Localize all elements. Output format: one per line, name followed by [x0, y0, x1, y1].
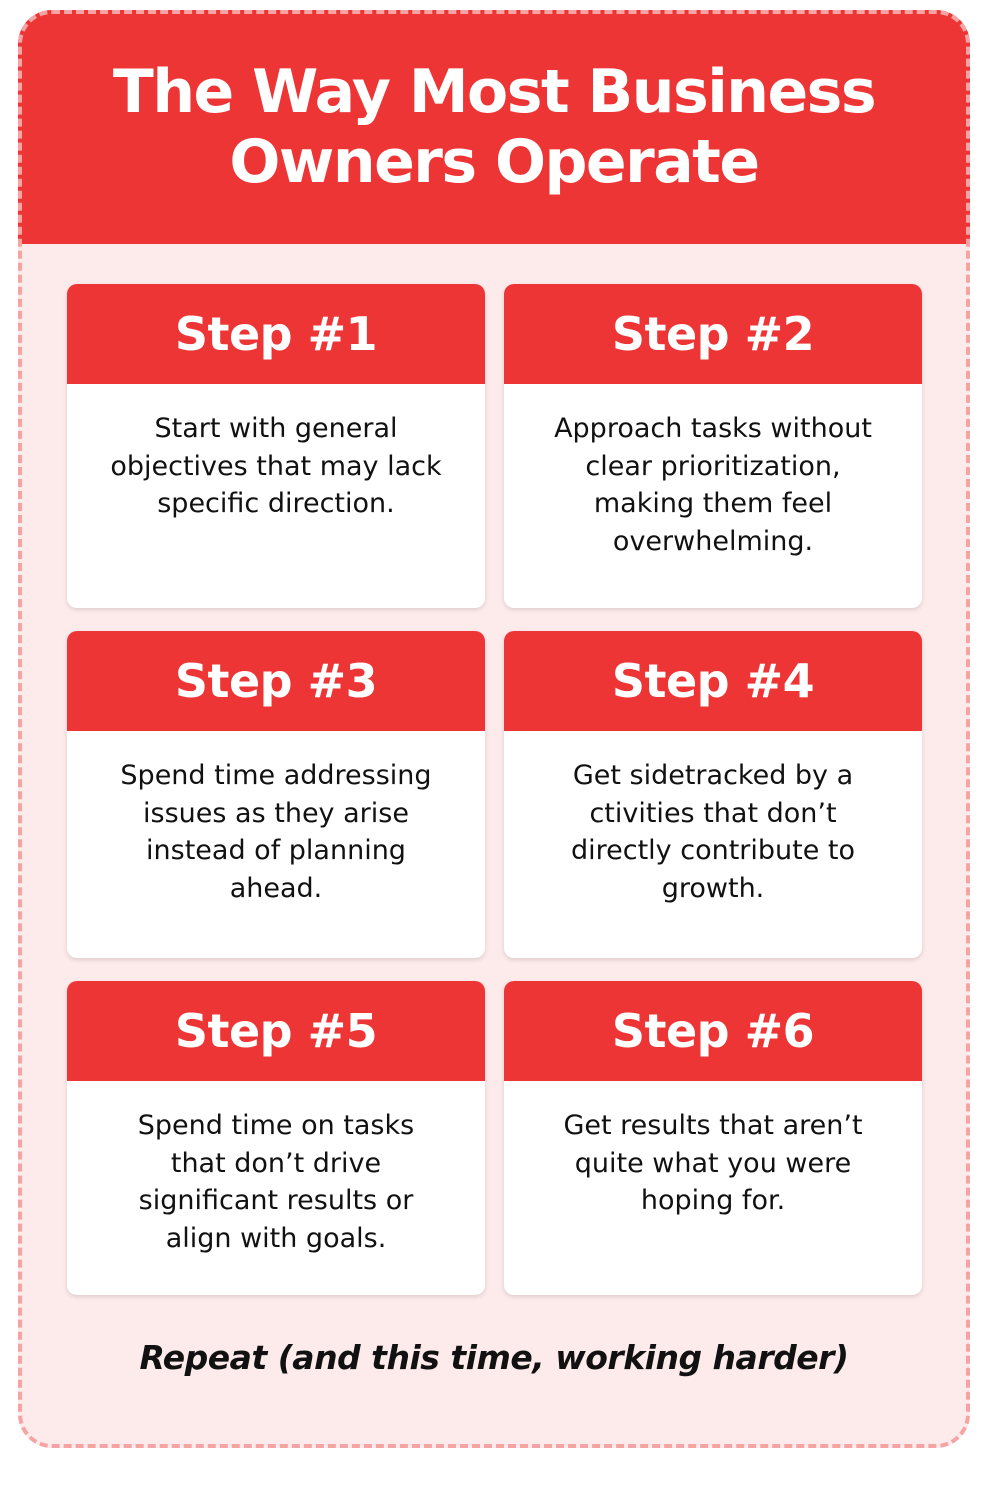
step-description: Approach tasks without clear prioritization, making them feel overwhelming. — [554, 413, 872, 557]
step-label: Step #2 — [504, 284, 922, 384]
step-description: Spend time addressing issues as they arise instead of planning ahead. — [120, 760, 432, 904]
footer-note: Repeat (and this time, working harder) — [139, 1338, 849, 1377]
step-description: Get results that aren’t quite what you were hoping for. — [563, 1110, 863, 1216]
step-description: Start with general objectives that may lack specific direction. — [110, 413, 442, 519]
step-card-5 — [67, 981, 485, 1295]
step-card-1 — [67, 284, 485, 608]
step-card-2 — [504, 284, 922, 608]
header-banner — [18, 10, 970, 244]
step-label: Step #1 — [67, 284, 485, 384]
step-label: Step #3 — [67, 631, 485, 731]
step-label: Step #5 — [67, 981, 485, 1081]
page-title: The Way Most Business Owners Operate — [112, 57, 876, 197]
step-card-4 — [504, 631, 922, 958]
step-card-6 — [504, 981, 922, 1295]
step-description: Get sidetracked by a ctivities that don’t directly contribute to growth. — [570, 760, 856, 904]
step-description: Spend time on tasks that don’t drive significant results or align with goals. — [137, 1110, 415, 1254]
step-label: Step #6 — [504, 981, 922, 1081]
step-card-3 — [67, 631, 485, 958]
step-label: Step #4 — [504, 631, 922, 731]
